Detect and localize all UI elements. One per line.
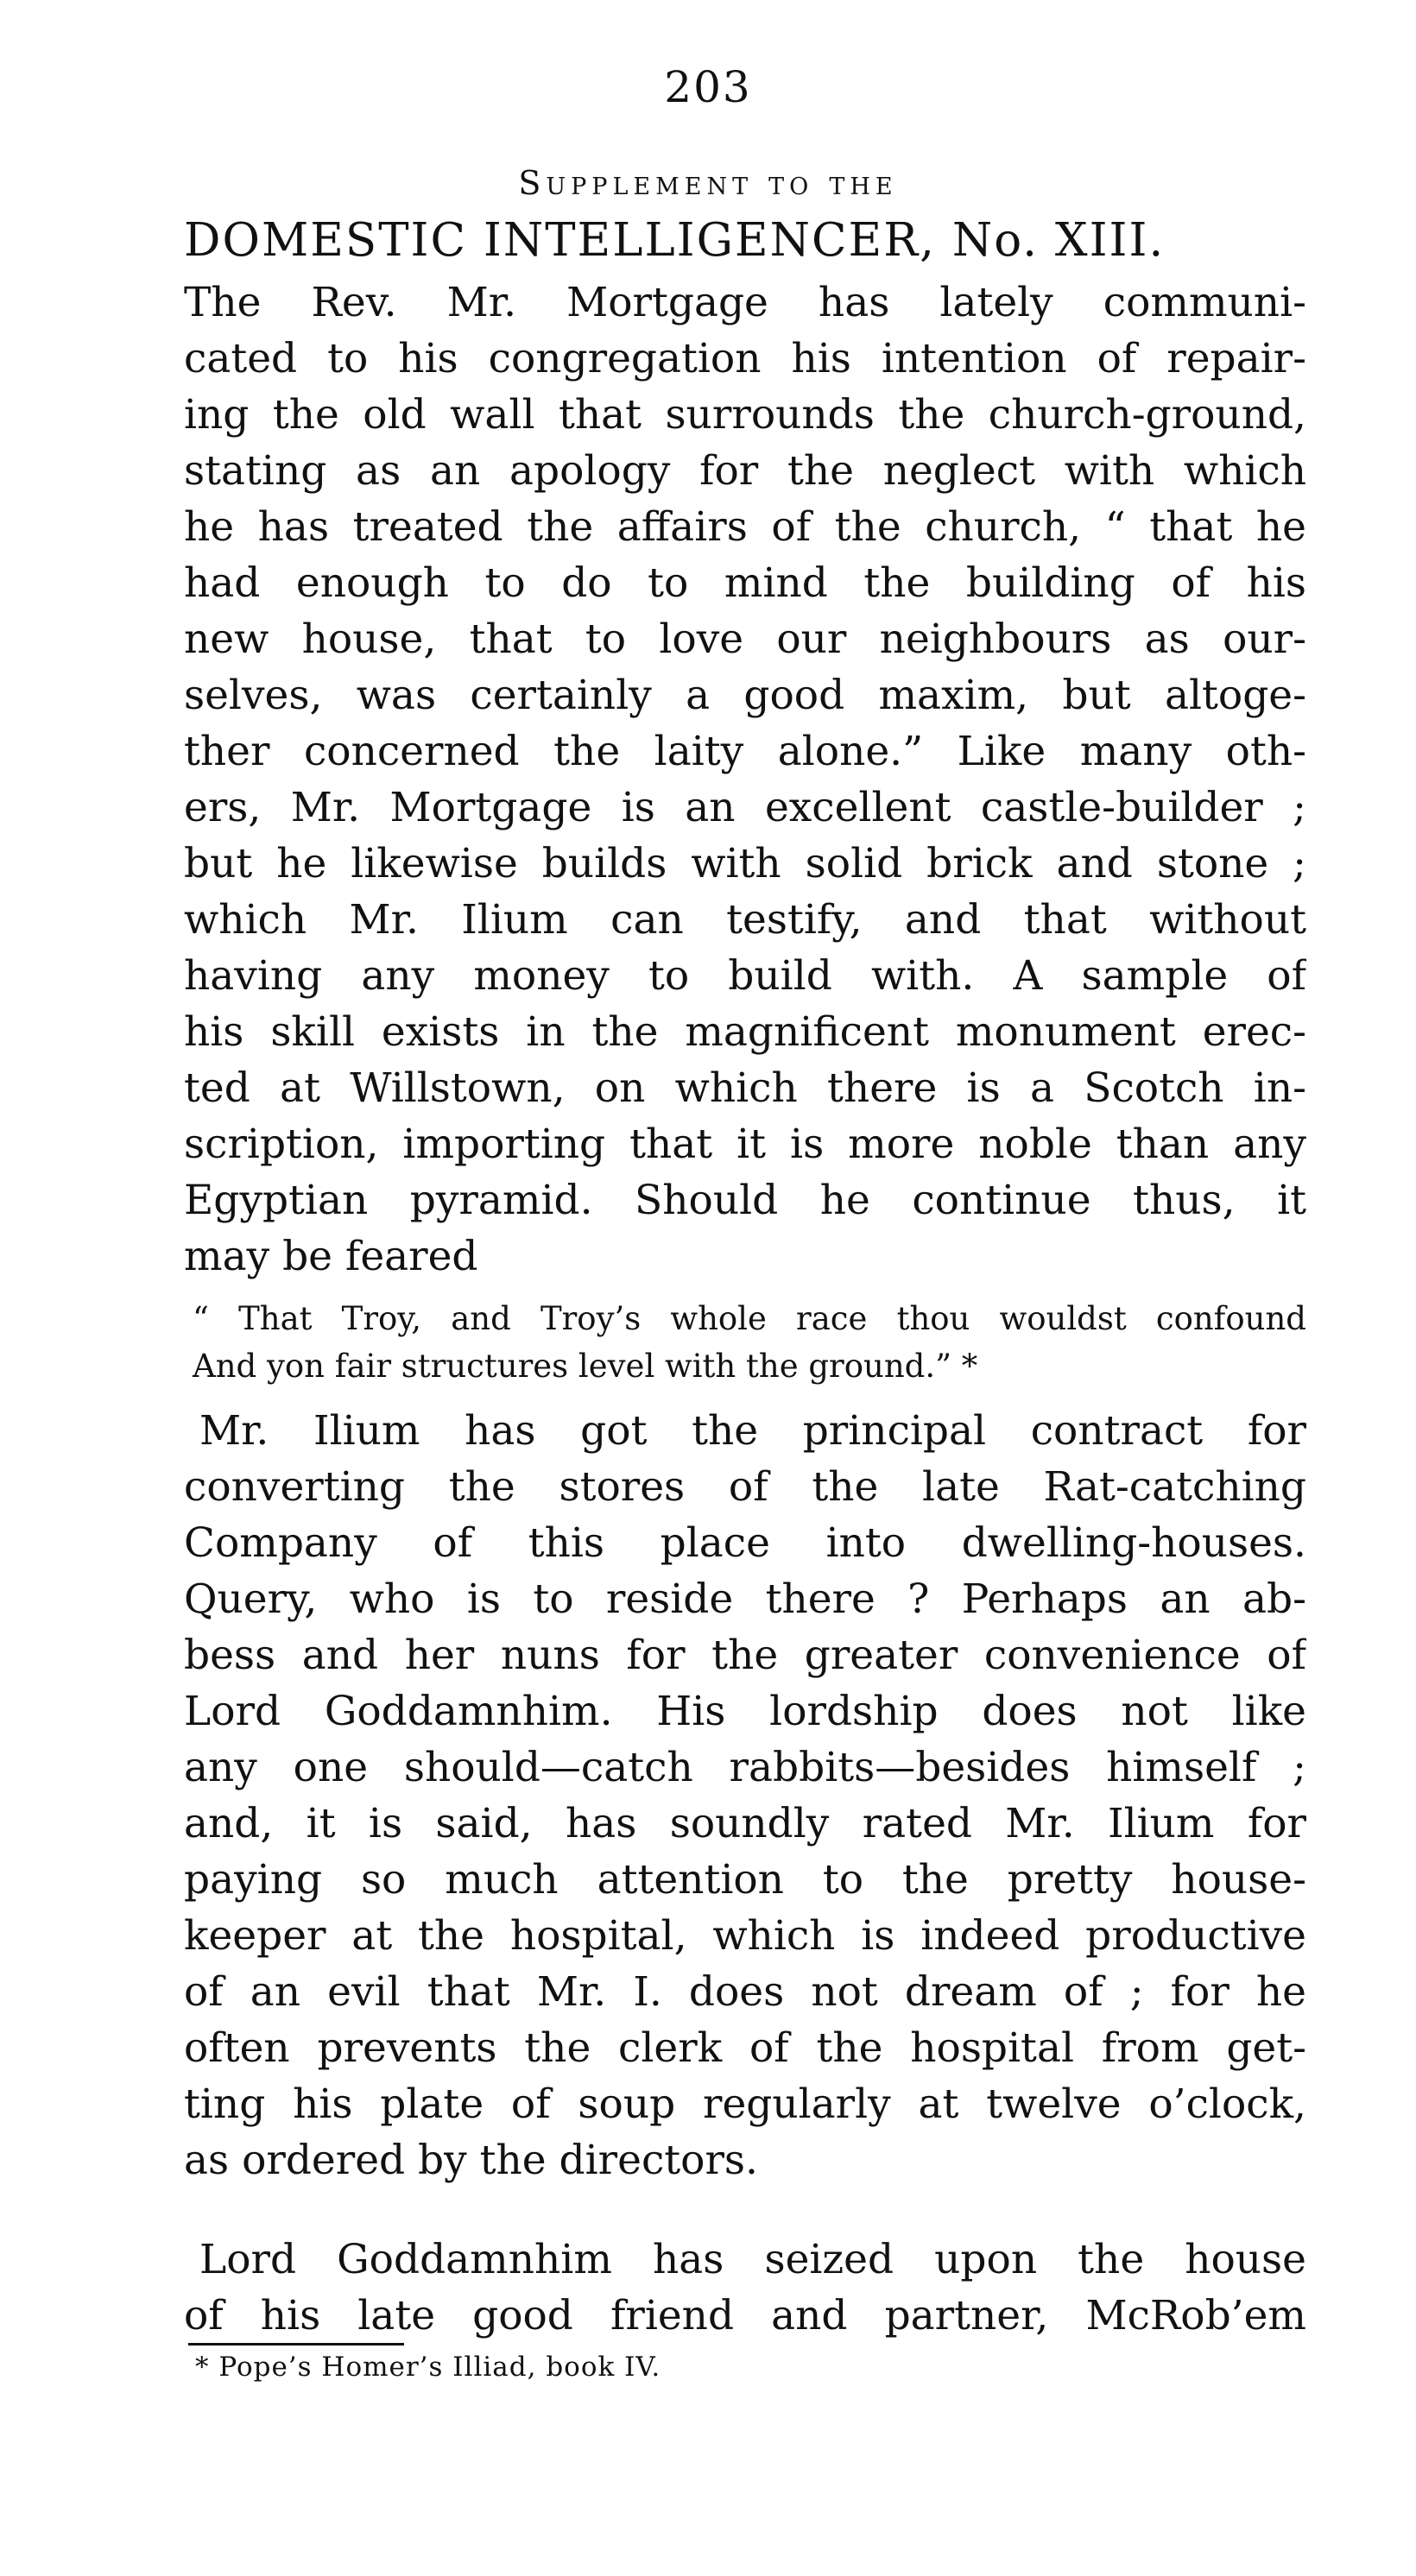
text-line: and, it is said, has soundly rated Mr. Ilium for xyxy=(184,1800,1306,1847)
footnote: * Pope’s Homer’s Illiad, book IV. xyxy=(195,2352,661,2383)
text-line: “ That Troy, and Troy’s whole race thou wouldst confound xyxy=(193,1300,1306,1337)
text-line: ting his plate of soup regularly at twelve o’clock, xyxy=(184,2080,1306,2128)
paragraph-goddamnhim xyxy=(184,2232,1306,2344)
text-line: he has treated the affairs of the church, “ that he xyxy=(184,503,1306,551)
text-line: Company of this place into dwelling-houses. xyxy=(184,1519,1306,1567)
text-line: ing the old wall that surrounds the church-ground, xyxy=(184,391,1306,439)
text-line: Mr. Ilium has got the principal contract for xyxy=(199,1407,1306,1455)
paragraph-ilium xyxy=(184,1403,1306,2188)
text-line: of his late good friend and partner, McRob’em xyxy=(184,2292,1306,2339)
text-line: having any money to build with. A sample of xyxy=(184,952,1306,1000)
text-line: but he likewise builds with solid brick and stone ; xyxy=(184,840,1306,887)
text-line: scription, importing that it is more noble than any xyxy=(184,1121,1306,1168)
footnote-rule xyxy=(188,2343,404,2346)
text-line: Query, who is to reside there ? Perhaps an ab- xyxy=(184,1575,1306,1623)
text-line: which Mr. Ilium can testify, and that without xyxy=(184,896,1306,944)
text-line: And yon fair structures level with the ground.” * xyxy=(193,1348,978,1385)
supplement-heading: Supplement to the xyxy=(518,164,898,202)
text-line: Lord Goddamnhim has seized upon the house xyxy=(199,2236,1306,2283)
text-line: any one should—catch rabbits—besides himself ; xyxy=(184,1744,1306,1791)
text-line: had enough to do to mind the building of his xyxy=(184,559,1306,607)
text-line: of an evil that Mr. I. does not dream of ; for he xyxy=(184,1968,1306,2016)
text-line: may be feared xyxy=(184,1233,478,1280)
text-line: as ordered by the directors. xyxy=(184,2137,758,2184)
text-line: new house, that to love our neighbours as our- xyxy=(184,616,1306,663)
text-line: often prevents the clerk of the hospital from get- xyxy=(184,2024,1306,2072)
paragraph-mortgage xyxy=(184,275,1306,1285)
text-line: paying so much attention to the pretty house- xyxy=(184,1856,1306,1904)
text-line: converting the stores of the late Rat-catching xyxy=(184,1463,1306,1511)
text-line: ers, Mr. Mortgage is an excellent castle-builder ; xyxy=(184,784,1306,831)
text-line: stating as an apology for the neglect with which xyxy=(184,447,1306,495)
text-line: keeper at the hospital, which is indeed productive xyxy=(184,1912,1306,1960)
text-line: ther concerned the laity alone.” Like many oth- xyxy=(184,728,1306,775)
text-line: selves, was certainly a good maxim, but altoge- xyxy=(184,672,1306,719)
text-line: Egyptian pyramid. Should he continue thus, it xyxy=(184,1177,1306,1224)
text-line: his skill exists in the magnificent monument erec- xyxy=(184,1008,1306,1056)
article-title: DOMESTIC INTELLIGENCER, No. XIII. xyxy=(184,214,1166,267)
text-line: The Rev. Mr. Mortgage has lately communi- xyxy=(184,279,1306,326)
verse-quotation xyxy=(184,1295,1306,1390)
page-number: 203 xyxy=(664,62,752,112)
text-line: ted at Willstown, on which there is a Scotch in- xyxy=(184,1064,1306,1112)
text-line: Lord Goddamnhim. His lordship does not like xyxy=(184,1688,1306,1735)
text-line: bess and her nuns for the greater convenience of xyxy=(184,1632,1306,1679)
text-line: cated to his congregation his intention of repair- xyxy=(184,335,1306,382)
